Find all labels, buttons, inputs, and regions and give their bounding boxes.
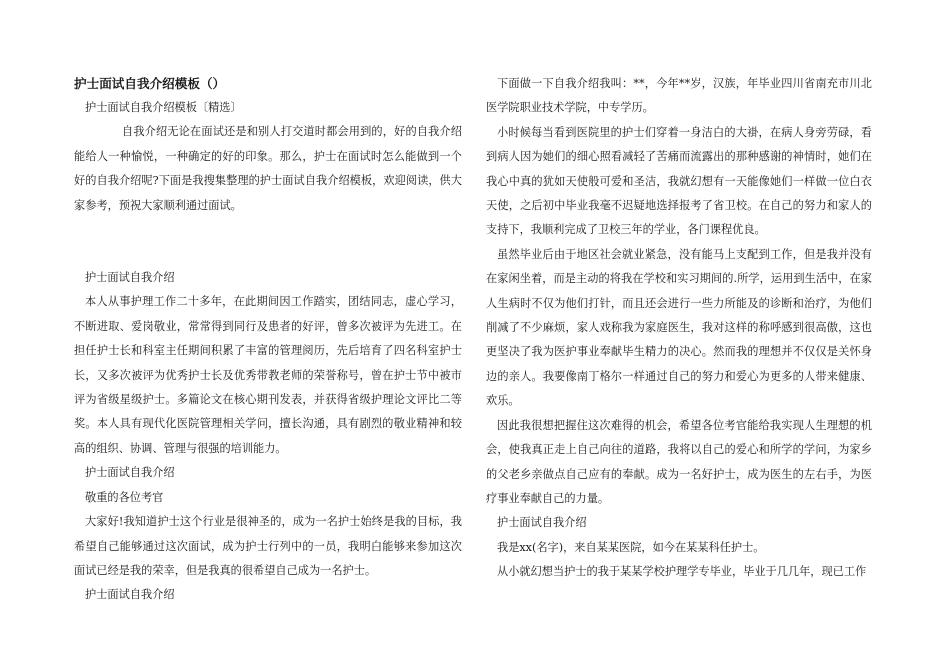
document-subtitle: 护士面试自我介绍模板〔精选〕 bbox=[85, 101, 242, 114]
section-heading: 护士面试自我介绍 bbox=[497, 516, 587, 530]
right-column bbox=[486, 72, 872, 585]
intro-paragraph: 自我介绍无论在面试还是和别人打交道时都会用到的，好的自我介绍能给人一种愉悦，一种确定的好的印象。那么，护士在面试时怎么能做到一个好的自我介绍呢?下面是我搜集整理的护士面试自我介绍模板，欢迎阅读，供大家参考，预祝大家顺利通过面试。 bbox=[74, 125, 462, 212]
body-paragraph: 因此我很想把握住这次难得的机会，希望各位考官能给我实现人生理想的机会，使我真正走上自己向往的道路，我将以自己的爱心和所学的学问，为家乡的父老乡亲做点自己应有的奉献。成为一名好护士，成为医生的左右手，为医疗事业奉献自己的力量。 bbox=[486, 418, 872, 505]
body-paragraph: 从小就幻想当护士的我于某某学校护理学专毕业，毕业于几几年，现已工作 bbox=[497, 565, 867, 579]
section-heading: 护士面试自我介绍 bbox=[85, 588, 175, 602]
body-paragraph: 本人从事护理工作二十多年，在此期间因工作踏实，团结同志，虚心学习，不断进取、爱岗敬业，常常得到同行及患者的好评，曾多次被评为先进工。在担任护士长和科室主任期间积累了丰富的管理阅历，先后培育了四名科室护士长，又多次被评为优秀护士长及优秀带教老师的荣誉称号，曾在护士节中被市评为省级星级护士。多篇论文在核心期刊发表，并获得省级护理论文评比二等奖。本人具有现代化医院管理相关学问，擅长沟通，具有剧烈的敬业精神和较高的组织、协调、管理与很强的培训能力。 bbox=[74, 295, 462, 455]
section-heading: 护士面试自我介绍 bbox=[85, 271, 175, 285]
left-column bbox=[74, 72, 462, 608]
blank-line bbox=[74, 218, 462, 242]
section-heading: 护士面试自我介绍 bbox=[85, 466, 175, 480]
body-paragraph: 下面做一下自我介绍我叫：**，今年**岁，汉族，年毕业四川省南充市川北医学院职业技术学院，中专学历。 bbox=[486, 77, 872, 115]
body-paragraph: 大家好!我知道护士这个行业是很神圣的，成为一名护士始终是我的目标，我希望自己能够通过这次面试，成为护士行列中的一员，我明白能够来参加这次面试已经是我的荣幸，但是我真的很希望自己成为一名护士。 bbox=[74, 515, 462, 577]
greeting-line: 敬重的各位考官 bbox=[85, 490, 164, 504]
document-title: 护士面试自我介绍模板（） bbox=[74, 76, 226, 91]
blank-line bbox=[74, 242, 462, 266]
body-paragraph: 小时候每当看到医院里的护士们穿着一身洁白的大褂，在病人身旁劳碌，看到病人因为她们的细心照看减轻了苦痛而流露出的那种感谢的神情时，她们在我心中真的犹如天使般可爱和圣洁，我就幻想有一天能像她们一样做一位白衣天使，之后初中毕业我毫不迟疑地选择报考了省卫校。在自己的努力和家人的支持下，我顺利完成了卫校三年的学业，各门课程优良。 bbox=[486, 125, 872, 237]
body-paragraph: 虽然毕业后由于地区社会就业紧急，没有能马上支配到工作，但是我并没有在家闲坐着，而是主动的将我在学校和实习期间的.所学，运用到生活中，在家人生病时不仅为他们打针，而且还会进行一些力所能及的诊断和治疗，为他们削减了不少麻烦，家人戏称我为家庭医生，我对这样的称呼感到很高傲，这也更坚决了我为医护事业奉献毕生精力的决心。然而我的理想并不仅仅是关怀身边的亲人。我要像南丁格尔一样通过自己的努力和爱心为更多的人带来健康、欢乐。 bbox=[486, 247, 872, 408]
body-paragraph: 我是xx(名字)，来自某某医院，如今在某某科任护士。 bbox=[497, 540, 765, 554]
